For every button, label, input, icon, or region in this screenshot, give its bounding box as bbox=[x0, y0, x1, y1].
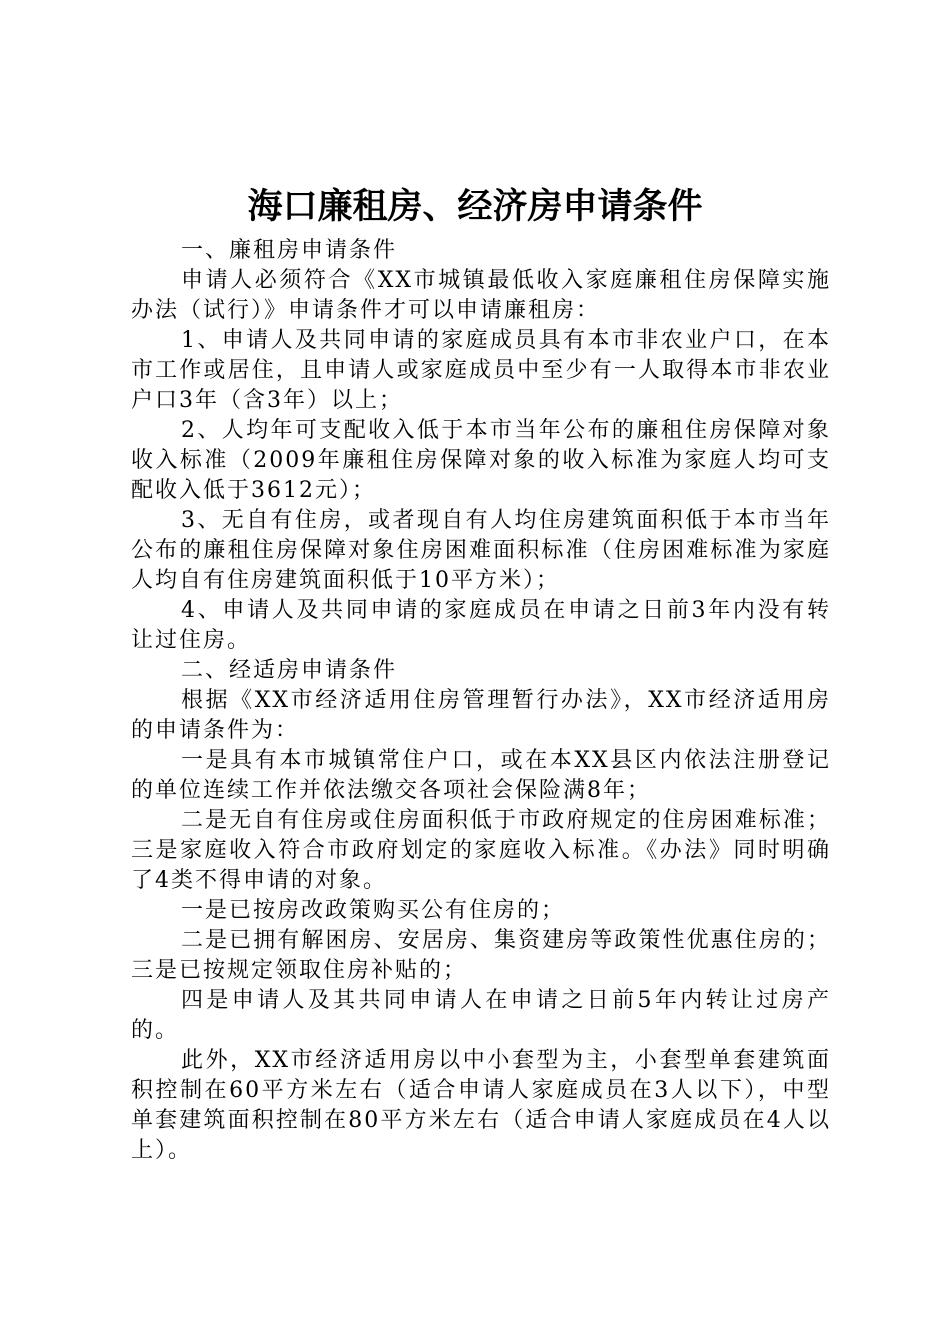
document-body bbox=[131, 236, 831, 1166]
paragraph-requirement-2-3: 二是无自有住房或住房面积低于市政府规定的住房困难标准；三是家庭收入符合市政府划定的家庭收入标准。《办法》同时明确了4类不得申请的对象。 bbox=[131, 808, 831, 893]
paragraph-condition-2: 2、人均年可支配收入低于本市当年公布的廉租住房保障对象收入标准（2009年廉租住房保障对象的收入标准为家庭人均可支配收入低于3612元）； bbox=[131, 418, 831, 503]
paragraph-requirement-1: 一是具有本市城镇常住户口，或在本XX县区内依法注册登记的单位连续工作并依法缴交各项社会保险满8年； bbox=[131, 748, 831, 803]
paragraph-exclusion-4: 四是申请人及其共同申请人在申请之日前5年内转让过房产的。 bbox=[131, 988, 831, 1043]
section-heading-lianzufang: 一、廉租房申请条件 bbox=[181, 238, 398, 263]
paragraph-size-note: 此外，XX市经济适用房以中小套型为主，小套型单套建筑面积控制在60平方米左右（适合申请人家庭成员在3人以下），中型单套建筑面积控制在80平方米左右（适合申请人家庭成员在4人以上）。 bbox=[131, 1048, 831, 1163]
paragraph-intro-lianzufang: 申请人必须符合《XX市城镇最低收入家庭廉租住房保障实施办法（试行）》申请条件才可以申请廉租房： bbox=[131, 268, 831, 323]
document-title: 海口廉租房、经济房申请条件 bbox=[247, 186, 703, 227]
paragraph-condition-3: 3、无自有住房，或者现自有人均住房建筑面积低于本市当年公布的廉租住房保障对象住房困难面积标准（住房困难标准为家庭人均自有住房建筑面积低于10平方米）； bbox=[131, 508, 831, 593]
paragraph-exclusion-1: 一是已按房改政策购买公有住房的； bbox=[181, 898, 566, 923]
paragraph-intro-jingshifang: 根据《XX市经济适用住房管理暂行办法》，XX市经济适用房的申请条件为： bbox=[131, 688, 831, 743]
section-heading-jingshifang: 二、经适房申请条件 bbox=[181, 658, 398, 683]
paragraph-condition-1: 1、申请人及共同申请的家庭成员具有本市非农业户口，在本市工作或居住，且申请人或家庭成员中至少有一人取得本市非农业户口3年（含3年）以上； bbox=[131, 328, 831, 413]
paragraph-condition-4: 4、申请人及共同申请的家庭成员在申请之日前3年内没有转让过住房。 bbox=[131, 598, 831, 653]
paragraph-exclusion-2-3: 二是已拥有解困房、安居房、集资建房等政策性优惠住房的；三是已按规定领取住房补贴的； bbox=[131, 928, 831, 983]
